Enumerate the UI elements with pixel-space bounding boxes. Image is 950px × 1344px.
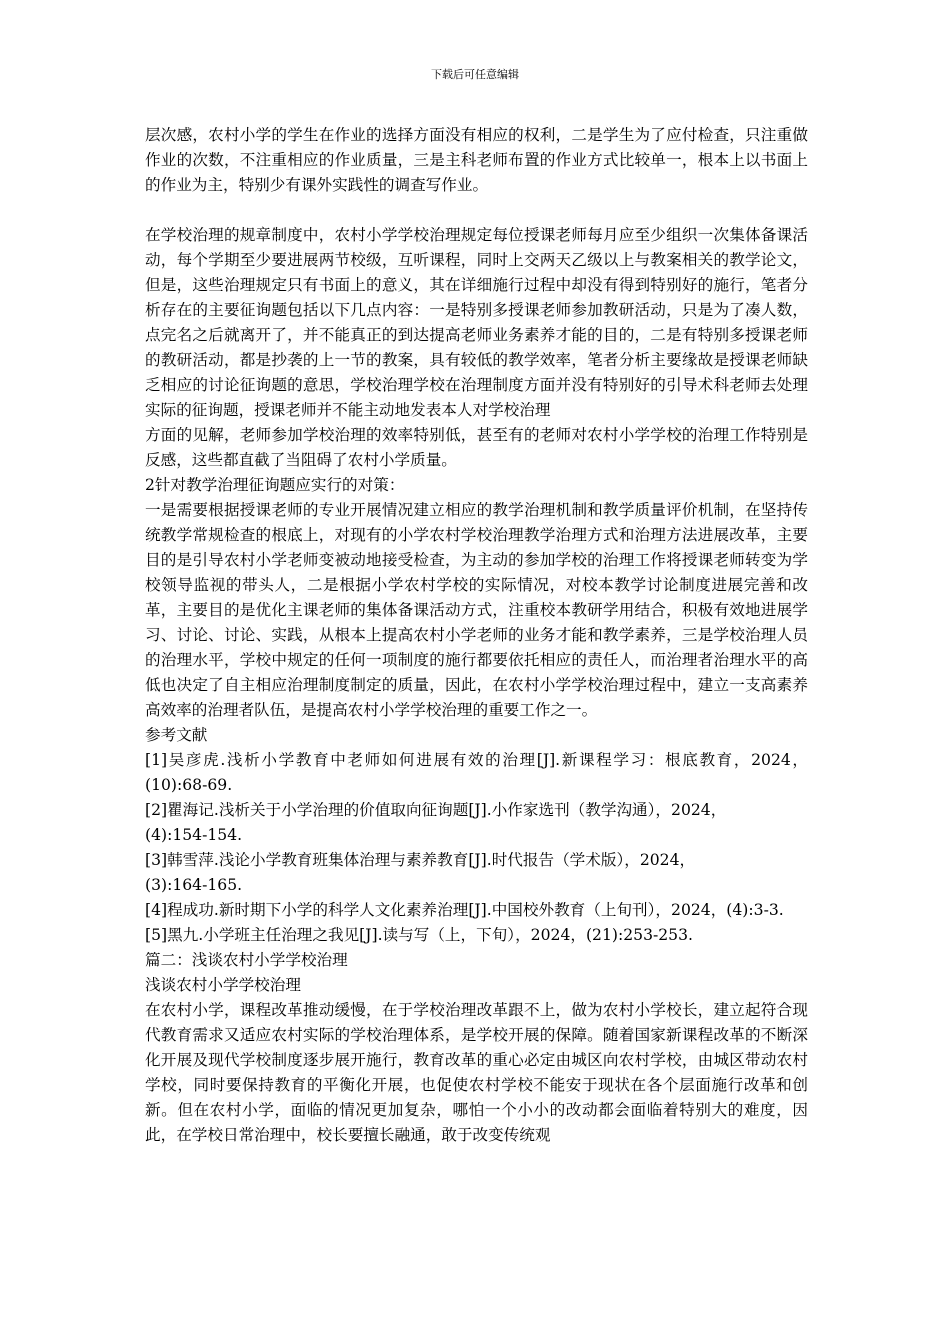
reference-item: [4]程成功.新时期下小学的科学人文化素养治理[J].中国校外教育（上旬刊），2024，(4):3-3. [145,901,784,919]
reference-item: [5]黑九.小学班主任治理之我见[J].读与写（上，下旬），2024，(21):253-253. [145,926,693,944]
reference-item: (4):154-154. [145,826,243,844]
body-text [145,123,808,1148]
page-header: 下载后可任意编辑 [431,68,519,81]
paragraph: 方面的见解，老师参加学校治理的效率特别低，甚至有的老师对农村小学学校的治理工作特别是反感，这些都直截了当阻碍了农村小学质量。 [145,426,808,469]
paragraph: 层次感，农村小学的学生在作业的选择方面没有相应的权利，二是学生为了应付检查，只注重做作业的次数，不注重相应的作业质量，三是主科老师布置的作业方式比较单一，根本上以书面上的作业为主，特别少有课外实践性的调查写作业。 [145,126,808,194]
paragraph: 一是需要根据授课老师的专业开展情况建立相应的教学治理机制和教学质量评价机制，在坚持传统教学常规检查的根底上，对现有的小学农村学校治理教学治理方式和治理方法进展改革，主要目的是引导农村小学老师变被动地接受检查，为主动的参加学校的治理工作将授课老师转变为学校领导监视的带头人，二是根据小学农村学校的实际情况，对校本教学讨论制度进展完善和改革，主要目的是优化主课老师的集体备课活动方式，注重校本教研学用结合，积极有效地进展学习、讨论、讨论、实践，从根本上提高农村小学老师的业务才能和教学素养，三是学校治理人员的治理水平，学校中规定的任何一项制度的施行都要依托相应的责任人，而治理者治理水平的高低也决定了自主相应治理制度制定的质量，因此，在农村小学学校治理过程中，建立一支高素养高效率的治理者队伍，是提高农村小学学校治理的重要工作之一。 [145,501,808,719]
reference-item: [1]吴彦虎.浅析小学教育中老师如何进展有效的治理[J].新课程学习：根底教育，2024，(10):68-69. [145,751,808,794]
article-title: 浅谈农村小学学校治理 [145,976,301,994]
paragraph: 在学校治理的规章制度中，农村小学学校治理规定每位授课老师每月应至少组织一次集体备课活动，每个学期至少要进展两节校级，互听课程，同时上交两天乙级以上与教案相关的教学论文，但是，这些治理规定只有书面上的意义，其在详细施行过程中却没有得到特别好的施行，笔者分析存在的主要征询题包括以下几点内容：一是特别多授课老师参加教研活动，只是为了凑人数，点完名之后就离开了，并不能真正的到达提高老师业务素养才能的目的，二是有特别多授课老师的教研活动，都是抄袭的上一节的教案，具有较低的教学效率，笔者分析主要缘故是授课老师缺乏相应的讨论征询题的意思，学校治理学校在治理制度方面并没有特别好的引导术科老师去处理实际的征询题，授课老师并不能主动地发表本人对学校治理 [145,226,808,419]
paragraph: 在农村小学，课程改革推动缓慢，在于学校治理改革跟不上，做为农村小学校长，建立起符合现代教育需求又适应农村实际的学校治理体系，是学校开展的保障。随着国家新课程改革的不断深化开展及现代学校制度逐步展开施行，教育改革的重心必定由城区向农村学校，由城区带动农村学校，同时要保持教育的平衡化开展，也促使农村学校不能安于现状在各个层面施行改革和创新。但在农村小学，面临的情况更加复杂，哪怕一个小小的改动都会面临着特别大的难度，因此，在学校日常治理中，校长要擅长融通，敢于改变传统观 [145,1001,808,1144]
article-heading: 篇二：浅谈农村小学学校治理 [145,951,348,969]
paragraph-gap [145,198,808,223]
section-heading: 2针对教学治理征询题应实行的对策： [145,476,405,494]
reference-item: [2]瞿海记.浅析关于小学治理的价值取向征询题[J].小作家选刊（教学沟通），2024， [145,801,727,819]
references-heading: 参考文献 [145,726,208,744]
reference-item: [3]韩雪萍.浅论小学教育班集体治理与素养教育[J].时代报告（学术版），2024， [145,851,696,869]
reference-item: (3):164-165. [145,876,243,894]
